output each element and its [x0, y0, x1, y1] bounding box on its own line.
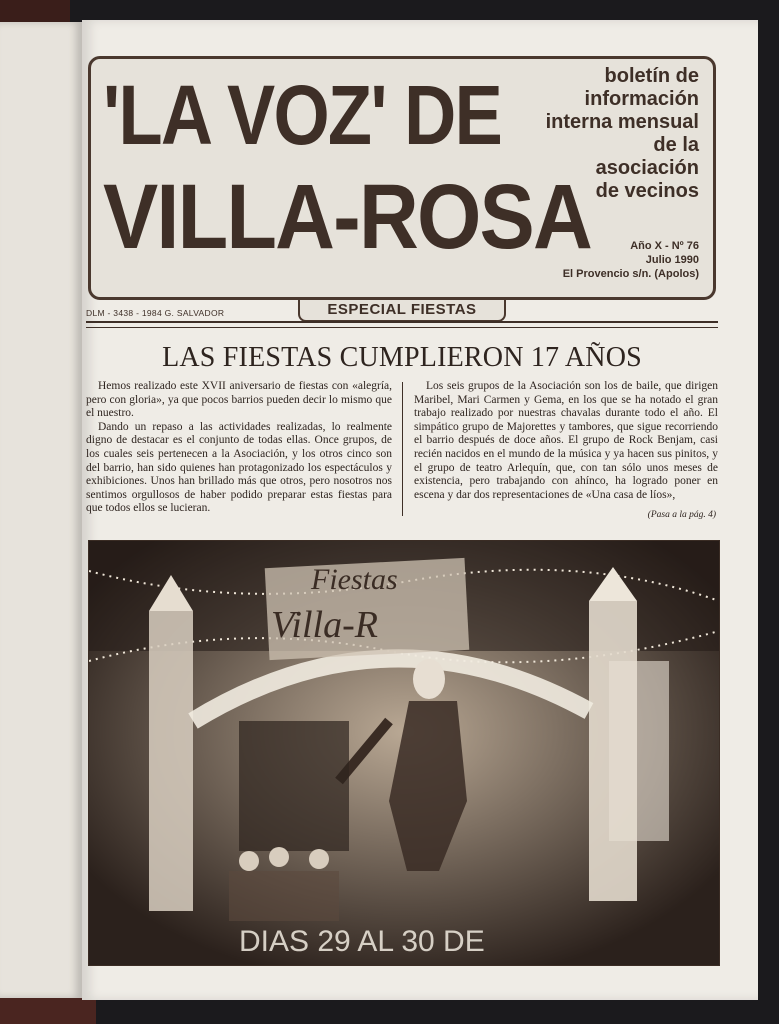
- masthead-title-line-2: VILLA-ROSA: [103, 166, 591, 268]
- legal-deposit: DLM - 3438 - 1984 G. SALVADOR: [86, 308, 225, 318]
- masthead: [88, 56, 716, 300]
- subtitle-line: asociación: [595, 157, 699, 179]
- article-paragraph: Hemos realizado este XVII aniversario de fiestas con «alegría, pero con gloria», ya que pocos barrios pueden decir lo mismo que el nuestro.: [86, 380, 392, 420]
- article-paragraph: Dando un repaso a las actividades realizadas, lo realmente digno de destacar es el conjunto de todas ellas. Once grupos, de los cuales seis pertenecen a la Asociación, y los otros cinco son del barrio, han sido quienes han protagonizado los espectáculos y exhibiciones. Unos han brillado más que otros, pero nosotros nos sentimos orgullosos de haber podido preparar estas fiestas para que todos ellos se lucieran.: [86, 420, 392, 515]
- header-rule: [86, 321, 718, 323]
- article-headline: LAS FIESTAS CUMPLIERON 17 AÑOS: [162, 342, 642, 373]
- subtitle-line: interna mensual: [545, 111, 699, 133]
- subtitle-line: boletín de: [604, 65, 699, 87]
- article-column-left: [86, 380, 392, 516]
- book-binding-top: [0, 0, 70, 22]
- photo-banner-text-2: Villa-R: [271, 604, 378, 646]
- header-rule-thin: [86, 327, 718, 328]
- photo-banner-text-1: Fiestas: [311, 563, 398, 596]
- issue-number: Año X - Nº 76: [630, 240, 699, 252]
- festival-photo: [88, 540, 720, 966]
- article-column-right: [414, 380, 718, 502]
- section-tab: ESPECIAL FIESTAS: [298, 300, 506, 322]
- festival-photo-illustration: [89, 541, 719, 965]
- masthead-title-line-1: 'LA VOZ' DE: [103, 68, 502, 162]
- column-divider: [402, 382, 403, 516]
- photo-bottom-text: DIAS 29 AL 30 DE: [239, 925, 485, 958]
- issue-address: El Provencio s/n. (Apolos): [562, 268, 699, 280]
- issue-date: Julio 1990: [645, 254, 699, 266]
- article-paragraph: Los seis grupos de la Asociación son los de baile, que dirigen Maribel, Mari Carmen y Gema, en los que se ha notado el gran trabajo realizado por nuestras chavalas durante todo el año. El simpático grupo de Majorettes y tambores, que sigue recorriendo el barrio después de doce años. El grupo de Rock Benjam, casi recién nacidos en el mundo de la música y ya hacen sus pinitos, y el grupo de teatro Arlequín, que, con tan sólo unos meses de existencia, pero trabajando con ahínco, ha logrado poner en escena y dar dos representaciones de «Una casa de líos»,: [414, 380, 718, 501]
- facing-page-edge: [0, 22, 82, 998]
- issue-info: [563, 239, 699, 281]
- subtitle-line: de vecinos: [595, 180, 699, 202]
- subtitle-line: de la: [653, 134, 699, 156]
- continue-note: (Pasa a la pág. 4): [647, 510, 716, 520]
- subtitle-line: información: [584, 88, 699, 110]
- masthead-subtitle: [479, 65, 699, 203]
- newspaper-page: [82, 20, 758, 1000]
- book-binding-bottom: [0, 998, 96, 1024]
